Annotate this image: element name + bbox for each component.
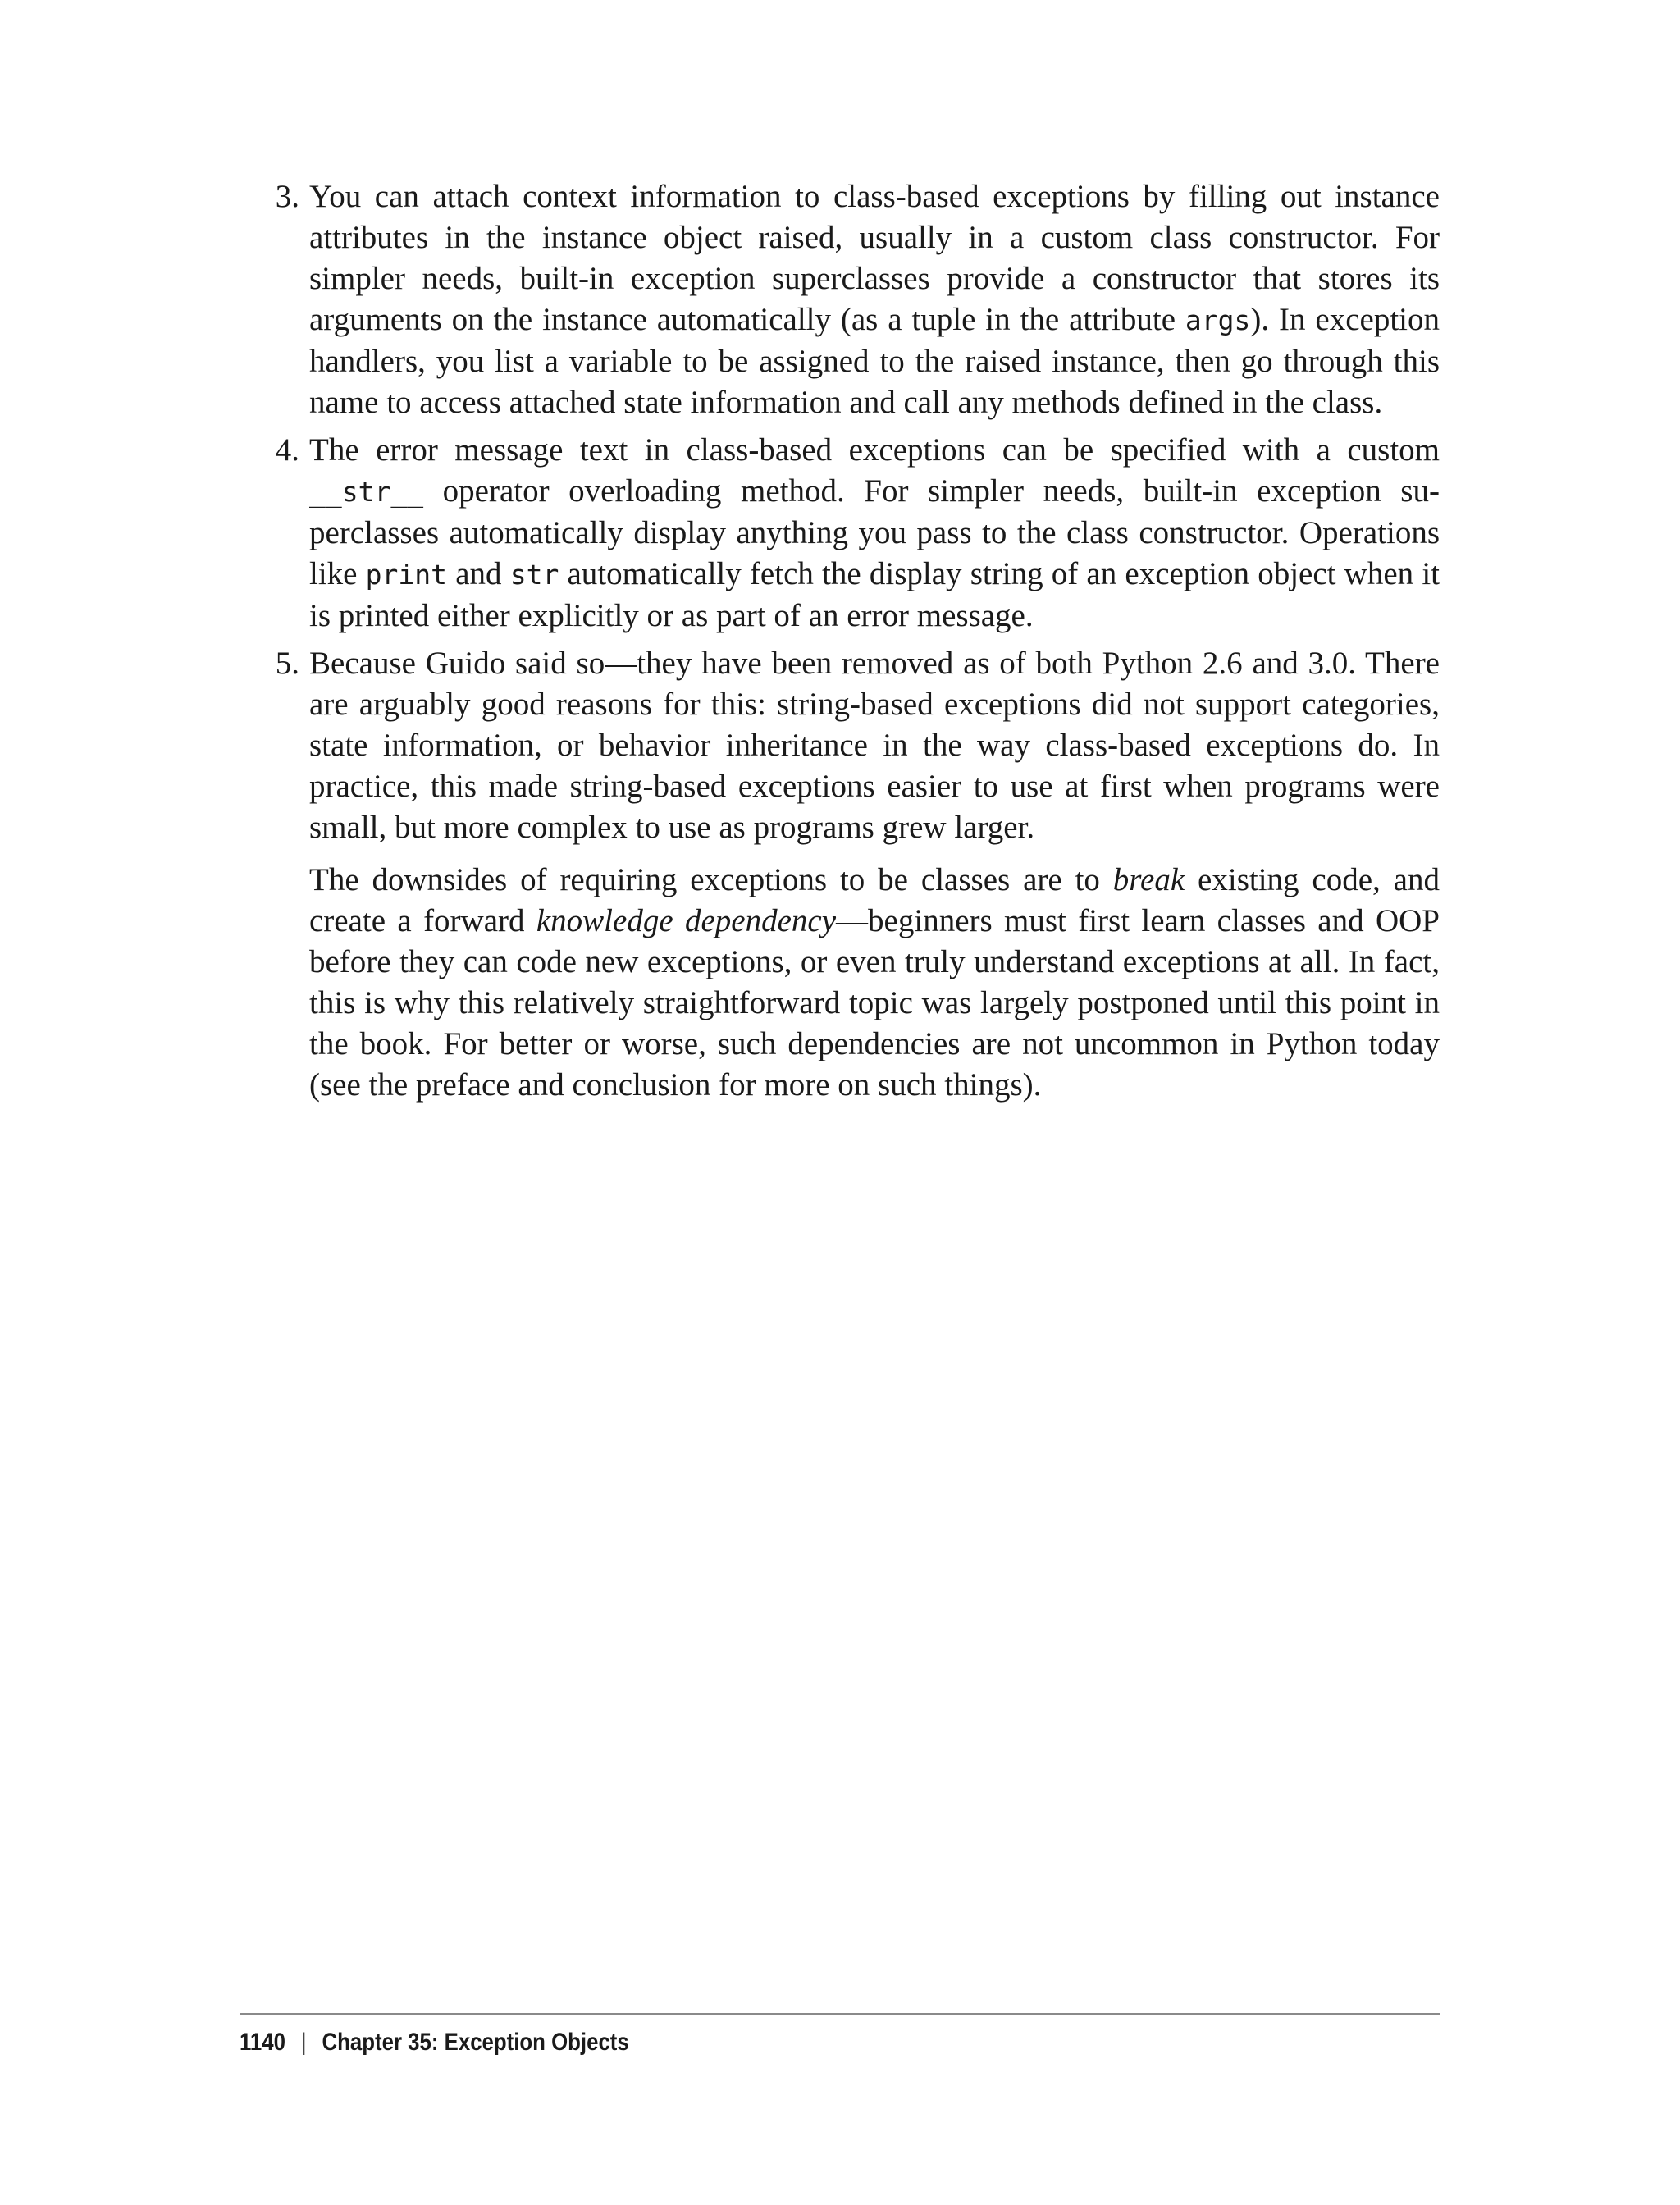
- text-run: ). In exception handlers, you list a variable to be assigned to the raised instance, then go through this name to access attached state information and call any methods defined in the class.: [309, 302, 1440, 420]
- inline-code: print: [365, 559, 448, 591]
- page-number: 1140: [240, 2029, 285, 2056]
- text-run: Because Guido said so—they have been removed as of both Python 2.6 and 3.0. There are arguably good reasons for this: string-based exceptions did not support categories, state information, or behavior inheritance in the way class-based exceptions do. In practice, this made string-based exceptions easier to use at first when programs were small, but more complex to use as programs grew larger.: [309, 646, 1440, 845]
- item-body: [309, 176, 1440, 423]
- answer-item-5: [246, 643, 1440, 1106]
- text-run: You can attach context information to class-based exceptions by filling out instance attributes in the instance object raised, usually in a custom class constructor. For simpler needs, built-in exception superclasses provide a constructor that stores its arguments on the instance automatically (as a tuple in the attribute: [309, 179, 1440, 337]
- answer-item-4: [246, 430, 1440, 637]
- answer-item-3: [246, 176, 1440, 423]
- inline-code: args: [1185, 304, 1251, 336]
- page-content: [246, 176, 1440, 1112]
- text-run: —beginners must first learn classes and OOP before they can code new exceptions, or even truly understand exceptions at all. In fact, this is why this relatively straightforward topic was largely postponed until this point in the book. For better or worse, such dependencies are not uncommon in Python today (see the preface and conclusion for more on such things).: [309, 903, 1440, 1102]
- text-run: The error message text in class-based exceptions can be specified with a custom: [309, 432, 1440, 468]
- text-run: operator overloading method. For simpler needs, built-in exception superclasses automatically display anything you pass to the class constructor. Operations like: [309, 473, 1440, 591]
- footer-divider: [240, 2013, 1440, 2015]
- item-body: [309, 430, 1440, 637]
- text-run: automatically fetch the display string of an exception object when it is printed either explicitly or as part of an error message.: [309, 556, 1440, 633]
- emphasis-text: knowledge dependency: [536, 903, 837, 938]
- chapter-title: Chapter 35: Exception Objects: [322, 2029, 629, 2056]
- inline-code: __str__: [309, 476, 424, 508]
- text-run: and: [447, 556, 510, 591]
- text-run: The downsides of requiring exceptions to be classes are to: [309, 862, 1113, 897]
- emphasis-text: break: [1112, 862, 1185, 897]
- text-run: existing code, and create a forward: [309, 862, 1440, 938]
- item-paragraph: [309, 176, 1440, 423]
- item-paragraph: [309, 430, 1440, 637]
- page-footer: [240, 2026, 629, 2059]
- item-paragraph: [309, 643, 1440, 848]
- item-number: 5.: [275, 646, 299, 681]
- inline-code: str: [509, 559, 559, 591]
- item-number: 4.: [275, 432, 299, 468]
- item-number: 3.: [275, 179, 299, 214]
- footer-separator: |: [300, 2029, 307, 2056]
- item-body: [309, 643, 1440, 1106]
- item-paragraph: [309, 860, 1440, 1106]
